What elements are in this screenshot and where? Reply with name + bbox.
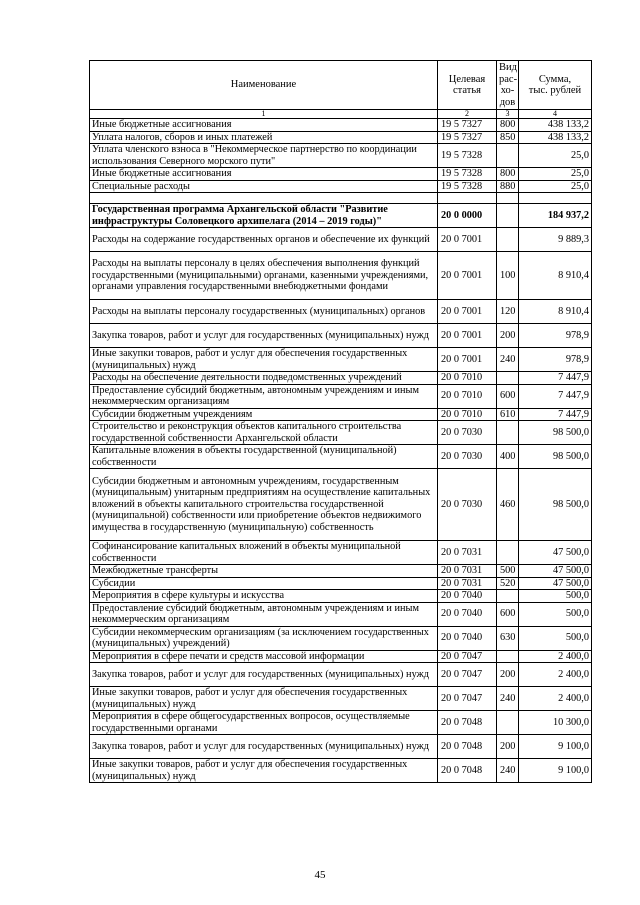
cell-vid: 600 [497,384,519,408]
cell-vid: 100 [497,252,519,300]
table-row [90,565,592,578]
table-row [90,759,592,783]
column-number-row [90,110,592,119]
cell-sum: 184 937,2 [519,204,592,228]
cell-code: 20 0 0000 [438,204,497,228]
header-vid-line: хо- [500,85,515,96]
cell-name: Предоставление субсидий бюджетным, автономным учреждениям и иным некоммерческим организациям [90,602,438,626]
cell-name: Субсидии некоммерческим организациям (за исключением государственных (муниципальных) учреждений) [90,626,438,650]
table-row [90,735,592,759]
table-row [90,324,592,348]
cell-vid [497,193,519,204]
cell-vid [497,372,519,385]
cell-name: Мероприятия в сфере общегосударственных вопросов, осуществляемые государственными органами [90,711,438,735]
budget-table [89,60,592,783]
cell-code: 20 0 7047 [438,650,497,663]
cell-code: 20 0 7048 [438,711,497,735]
cell-name: Предоставление субсидий бюджетным, автономным учреждениям и иным некоммерческим организациям [90,384,438,408]
cell-vid: 800 [497,119,519,132]
cell-sum: 438 133,2 [519,131,592,144]
cell-name [90,193,438,204]
cell-code [438,193,497,204]
cell-name: Межбюджетные трансферты [90,565,438,578]
cell-name: Закупка товаров, работ и услуг для государственных (муниципальных) нужд [90,324,438,348]
cell-sum: 47 500,0 [519,541,592,565]
cell-sum: 9 889,3 [519,228,592,252]
cell-name: Мероприятия в сфере культуры и искусства [90,590,438,603]
cell-name: Государственная программа Архангельской области "Развитие инфраструктуры Соловецкого архипелага (2014 – 2019 годы)" [90,204,438,228]
cell-code: 20 0 7001 [438,348,497,372]
cell-sum: 25,0 [519,180,592,193]
cell-sum: 98 500,0 [519,445,592,469]
cell-code: 20 0 7047 [438,663,497,687]
table-row [90,421,592,445]
table-row [90,590,592,603]
cell-vid: 850 [497,131,519,144]
cell-sum: 2 400,0 [519,650,592,663]
cell-code: 20 0 7010 [438,408,497,421]
table-row [90,469,592,541]
table-row [90,408,592,421]
header-name: Наименование [90,61,438,110]
cell-code: 20 0 7030 [438,469,497,541]
budget-table-page [89,60,591,783]
cell-code: 20 0 7001 [438,252,497,300]
cell-code: 20 0 7010 [438,384,497,408]
cell-code: 20 0 7001 [438,300,497,324]
cell-vid [497,650,519,663]
cell-name: Уплата членского взноса в "Некоммерческое партнерство по координации использования Северного морского пути" [90,144,438,168]
table-row [90,650,592,663]
cell-sum: 2 400,0 [519,687,592,711]
cell-sum: 500,0 [519,602,592,626]
cell-code: 20 0 7040 [438,590,497,603]
cell-code: 20 0 7048 [438,759,497,783]
table-row [90,228,592,252]
spacer-row [90,193,592,204]
cell-vid: 200 [497,663,519,687]
column-number: 3 [497,110,519,119]
cell-code: 19 5 7327 [438,119,497,132]
table-header-row [90,61,592,110]
table-row [90,168,592,181]
table-row [90,711,592,735]
table-row [90,602,592,626]
column-number: 2 [438,110,497,119]
cell-sum: 7 447,9 [519,408,592,421]
cell-code: 19 5 7328 [438,168,497,181]
cell-code: 20 0 7031 [438,541,497,565]
cell-vid: 400 [497,445,519,469]
header-vid-line: Вид [499,62,517,73]
header-code: Целевая статья [438,61,497,110]
cell-name: Иные закупки товаров, работ и услуг для обеспечения государственных (муниципальных) нужд [90,348,438,372]
cell-name: Расходы на обеспечение деятельности подведомственных учреждений [90,372,438,385]
cell-name: Иные бюджетные ассигнования [90,168,438,181]
table-row [90,445,592,469]
cell-code: 20 0 7047 [438,687,497,711]
cell-name: Субсидии [90,577,438,590]
table-row [90,626,592,650]
header-sum-line: тыс. рублей [528,85,582,96]
cell-sum: 500,0 [519,590,592,603]
cell-code: 20 0 7001 [438,324,497,348]
cell-name: Иные бюджетные ассигнования [90,119,438,132]
cell-vid [497,541,519,565]
table-row [90,577,592,590]
cell-name: Иные закупки товаров, работ и услуг для обеспечения государственных (муниципальных) нужд [90,759,438,783]
cell-sum: 47 500,0 [519,577,592,590]
cell-code: 20 0 7030 [438,421,497,445]
cell-vid: 500 [497,565,519,578]
table-row [90,372,592,385]
table-row [90,144,592,168]
cell-name: Расходы на выплаты персоналу в целях обеспечения выполнения функций государственными (муниципальными) органами, казенными учреждениями, органами управления государственными внебюджетными фондами [90,252,438,300]
column-number: 1 [90,110,438,119]
header-sum [519,61,592,110]
cell-vid: 880 [497,180,519,193]
cell-code: 20 0 7031 [438,577,497,590]
cell-name: Расходы на выплаты персоналу государственных (муниципальных) органов [90,300,438,324]
cell-code: 20 0 7031 [438,565,497,578]
cell-sum: 98 500,0 [519,421,592,445]
cell-vid: 240 [497,759,519,783]
cell-vid [497,228,519,252]
table-row [90,384,592,408]
cell-name: Иные закупки товаров, работ и услуг для обеспечения государственных (муниципальных) нужд [90,687,438,711]
cell-vid: 240 [497,348,519,372]
cell-sum: 2 400,0 [519,663,592,687]
cell-sum: 978,9 [519,324,592,348]
cell-name: Уплата налогов, сборов и иных платежей [90,131,438,144]
cell-vid [497,711,519,735]
table-row [90,180,592,193]
header-vid-line: рас- [499,73,518,85]
table-row [90,204,592,228]
table-row [90,348,592,372]
cell-sum: 7 447,9 [519,384,592,408]
cell-name: Закупка товаров, работ и услуг для государственных (муниципальных) нужд [90,663,438,687]
cell-vid: 120 [497,300,519,324]
cell-sum: 8 910,4 [519,300,592,324]
table-row [90,252,592,300]
cell-sum: 500,0 [519,626,592,650]
cell-sum: 8 910,4 [519,252,592,300]
cell-sum: 7 447,9 [519,372,592,385]
column-number: 4 [519,110,592,119]
cell-name: Расходы на содержание государственных органов и обеспечение их функций [90,228,438,252]
cell-sum: 10 300,0 [519,711,592,735]
cell-sum: 25,0 [519,168,592,181]
cell-name: Капитальные вложения в объекты государственной (муниципальной) собственности [90,445,438,469]
cell-sum: 9 100,0 [519,759,592,783]
cell-vid [497,144,519,168]
cell-name: Специальные расходы [90,180,438,193]
cell-sum: 9 100,0 [519,735,592,759]
table-row [90,300,592,324]
cell-name: Мероприятия в сфере печати и средств массовой информации [90,650,438,663]
table-row [90,541,592,565]
table-body [90,119,592,783]
header-vid [497,61,519,110]
cell-vid: 800 [497,168,519,181]
cell-vid: 240 [497,687,519,711]
table-row [90,131,592,144]
cell-code: 19 5 7328 [438,144,497,168]
cell-name: Субсидии бюджетным учреждениям [90,408,438,421]
cell-vid: 610 [497,408,519,421]
cell-code: 20 0 7048 [438,735,497,759]
cell-sum [519,193,592,204]
cell-code: 20 0 7040 [438,602,497,626]
header-vid-line: дов [499,96,516,108]
header-sum-line: Сумма, [538,73,572,85]
cell-vid [497,590,519,603]
cell-name: Субсидии бюджетным и автономным учреждениям, государственным (муниципальным) унитарным предприятиям на осуществление капитальных вложений в объекты капитального строительства государственной (муниципальной) собственности или приобретение объектов недвижимого имущества в государственную (муниципальную) собственность [90,469,438,541]
cell-vid: 630 [497,626,519,650]
cell-vid [497,204,519,228]
cell-code: 20 0 7010 [438,372,497,385]
table-row [90,663,592,687]
table-row [90,119,592,132]
cell-vid: 520 [497,577,519,590]
cell-code: 19 5 7327 [438,131,497,144]
cell-sum: 438 133,2 [519,119,592,132]
table-row [90,687,592,711]
cell-name: Закупка товаров, работ и услуг для государственных (муниципальных) нужд [90,735,438,759]
cell-sum: 98 500,0 [519,469,592,541]
cell-sum: 978,9 [519,348,592,372]
cell-vid: 600 [497,602,519,626]
cell-name: Строительство и реконструкция объектов капитального строительства государственной собственности Архангельской области [90,421,438,445]
cell-code: 20 0 7040 [438,626,497,650]
cell-name: Софинансирование капитальных вложений в объекты муниципальной собственности [90,541,438,565]
cell-vid: 200 [497,324,519,348]
cell-vid [497,421,519,445]
cell-code: 20 0 7030 [438,445,497,469]
page-number: 45 [314,869,326,881]
cell-code: 19 5 7328 [438,180,497,193]
cell-vid: 200 [497,735,519,759]
cell-vid: 460 [497,469,519,541]
cell-code: 20 0 7001 [438,228,497,252]
cell-sum: 25,0 [519,144,592,168]
cell-sum: 47 500,0 [519,565,592,578]
